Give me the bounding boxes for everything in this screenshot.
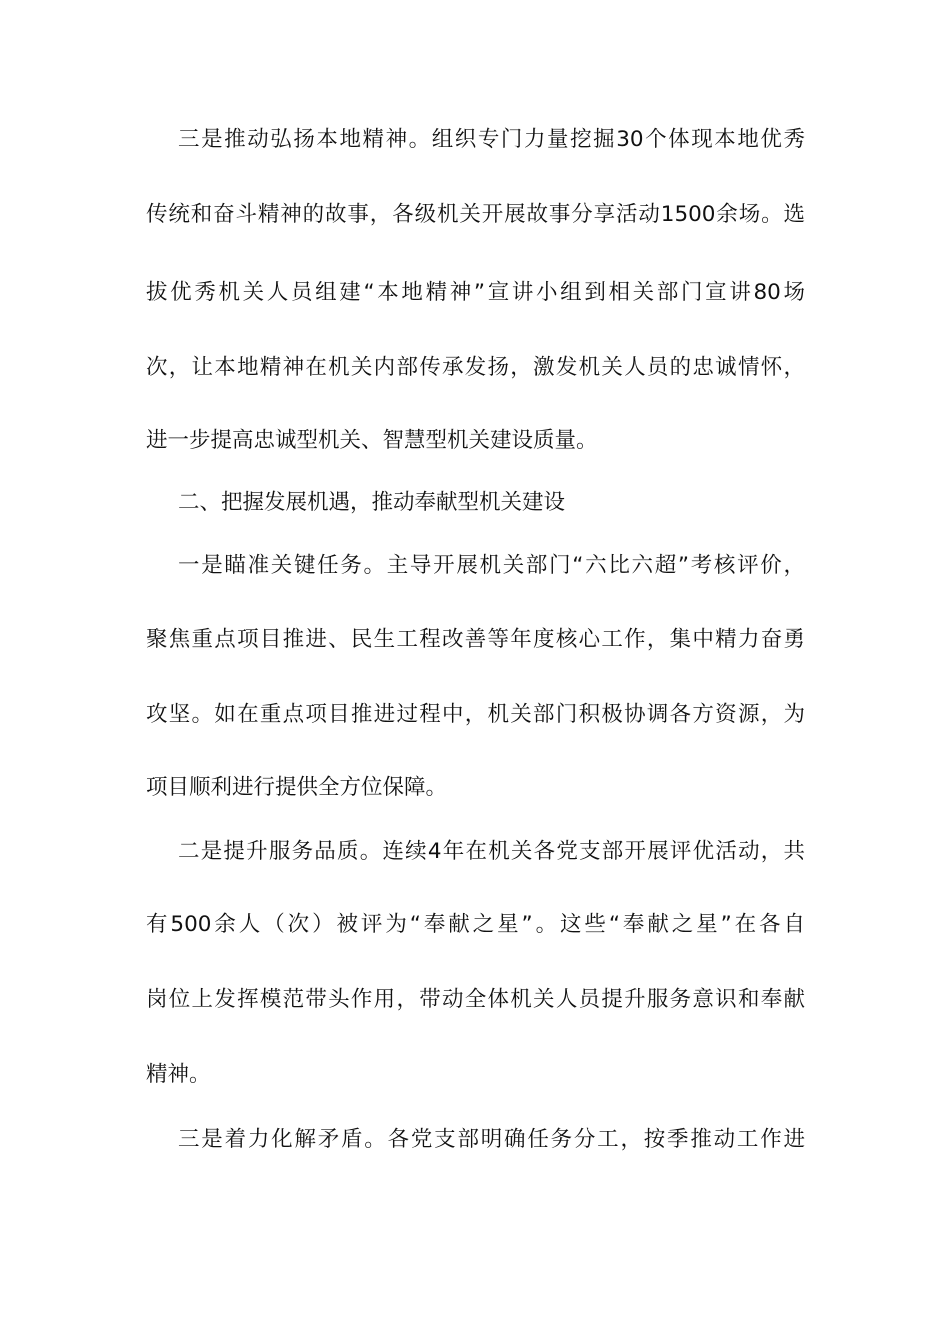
text-line: 传统和奋斗精神的故事，各级机关开展故事分享活动1500余场。选 xyxy=(146,202,805,227)
text-line: 攻坚。如在重点项目推进过程中，机关部门积极协调各方资源，为 xyxy=(146,702,805,727)
text-line: 三是着力化解矛盾。各党支部明确任务分工，按季推动工作进 xyxy=(178,1127,805,1152)
text-line: 进一步提高忠诚型机关、智慧型机关建设质量。 xyxy=(146,428,598,453)
text-line: 岗位上发挥模范带头作用，带动全体机关人员提升服务意识和奉献 xyxy=(146,987,805,1012)
text-line: 次，让本地精神在机关内部传承发扬，激发机关人员的忠诚情怀， xyxy=(146,355,805,380)
text-line: 聚焦重点项目推进、民生工程改善等年度核心工作，集中精力奋勇 xyxy=(146,627,805,652)
text-line: 二是提升服务品质。连续4年在机关各党支部开展评优活动，共 xyxy=(178,839,805,864)
text-line: 一是瞄准关键任务。主导开展机关部门“六比六超”考核评价， xyxy=(178,553,805,578)
text-line: 精神。 xyxy=(146,1062,211,1087)
text-line: 拔优秀机关人员组建“本地精神”宣讲小组到相关部门宣讲80场 xyxy=(146,280,805,305)
text-line: 项目顺利进行提供全方位保障。 xyxy=(146,775,448,800)
heading-text: 二、把握发展机遇，推动奉献型机关建设 xyxy=(178,490,566,515)
text-line: 三是推动弘扬本地精神。组织专门力量挖掘30个体现本地优秀 xyxy=(178,127,805,152)
text-line: 有500余人（次）被评为“奉献之星”。这些“奉献之星”在各自 xyxy=(146,912,805,937)
